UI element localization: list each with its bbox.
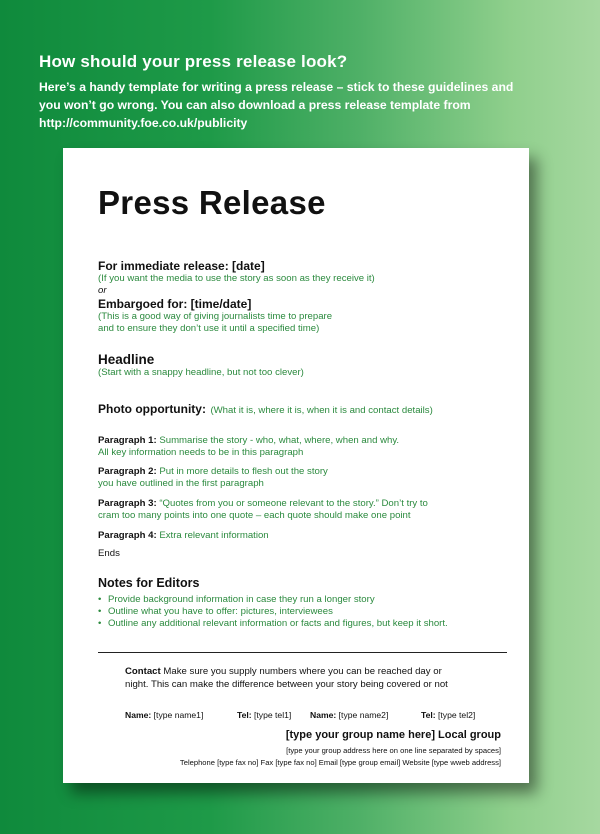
headline-section [98, 352, 507, 379]
embargo-note-1: (This is a good way of giving journalists time to prepare [98, 311, 333, 322]
paragraph-2-label: Paragraph 2: [98, 466, 157, 477]
contact-label: Contact [125, 666, 161, 677]
headline-label: Headline [98, 352, 155, 367]
tel-1-label: Tel: [237, 710, 252, 720]
embargo-label: Embargoed for: [time/date] [98, 297, 252, 311]
intro-title: How should your press release look? [39, 52, 348, 71]
paragraph-4 [98, 530, 507, 542]
list-item: • Provide background information in case they run a longer story [98, 594, 507, 606]
notes-section [98, 576, 507, 630]
paragraph-3-line-1: “Quotes from you or someone relevant to the story.” Don’t try to [159, 498, 428, 509]
tel-2-label: Tel: [421, 710, 436, 720]
headline-note: (Start with a snappy headline, but not too clever) [98, 367, 304, 378]
contact-line-2: night. This can make the difference between your story being covered or not [125, 678, 448, 690]
paragraph-1-label: Paragraph 1: [98, 435, 157, 446]
list-item: • Outline what you have to offer: pictures, interviewees [98, 606, 507, 618]
paragraph-3-line-2: cram too many points into one quote – each quote should make one point [98, 510, 411, 521]
photo-note: (What it is, where it is, when it is and contact details) [210, 405, 433, 416]
paragraph-2-line-1: Put in more details to flesh out the story [159, 466, 328, 477]
ends-label: Ends [98, 548, 120, 559]
tel-1-field [237, 710, 291, 720]
name-2-field [310, 710, 388, 720]
paragraph-1 [98, 435, 507, 459]
paragraph-2 [98, 466, 507, 490]
paragraph-1-line-2: All key information needs to be in this paragraph [98, 447, 304, 458]
group-address: [type your group address here on one line separated by spaces] [286, 746, 501, 755]
intro-text [39, 78, 579, 132]
photo-section [98, 400, 507, 418]
immediate-release-note: (If you want the media to use the story as soon as they receive it) [98, 273, 375, 284]
divider [98, 652, 507, 653]
paragraph-3-label: Paragraph 3: [98, 498, 157, 509]
immediate-release-label: For immediate release: [date] [98, 259, 265, 273]
contact-section [125, 666, 491, 691]
name-2-value: [type name2] [338, 710, 389, 720]
contact-line-1: Make sure you supply numbers where you can be reached day or [163, 666, 442, 677]
tel-1-value: [type tel1] [254, 710, 292, 720]
tel-2-value: [type tel2] [438, 710, 476, 720]
doc-title: Press Release [98, 184, 326, 221]
intro [39, 52, 579, 132]
photo-label: Photo opportunity: [98, 402, 206, 416]
group-contact-footer: Telephone [type fax no] Fax [type fax no] Email [type group email] Website [type wweb address] [179, 758, 501, 767]
name-1-field [125, 710, 203, 720]
intro-line-2: you won’t go wrong. You can also download a press release template from [39, 98, 471, 112]
paragraph-2-line-2: you have outlined in the first paragraph [98, 478, 264, 489]
group-name: [type your group name here] Local group [285, 729, 501, 741]
intro-line-1: Here’s a handy template for writing a press release – stick to these guidelines and [39, 80, 514, 94]
or-label: or [98, 285, 107, 296]
paragraph-1-line-1: Summarise the story - who, what, where, when and why. [159, 435, 400, 446]
tel-2-field [421, 710, 475, 720]
name-1-label: Name: [125, 710, 152, 720]
paragraph-4-label: Paragraph 4: [98, 530, 157, 541]
list-item: • Outline any additional relevant information or facts and figures, but keep it short. [98, 618, 507, 630]
press-release-template [63, 148, 529, 783]
name-2-label: Name: [310, 710, 337, 720]
intro-link[interactable]: http://community.foe.co.uk/publicity [39, 116, 248, 130]
notes-list [98, 594, 507, 630]
paragraph-4-line-1: Extra relevant information [159, 530, 269, 541]
notes-label: Notes for Editors [98, 576, 200, 590]
immediate-release-section [98, 259, 507, 335]
embargo-note-2: and to ensure they don’t use it until a specified time) [98, 323, 320, 334]
paragraph-3 [98, 498, 507, 522]
name-1-value: [type name1] [153, 710, 204, 720]
